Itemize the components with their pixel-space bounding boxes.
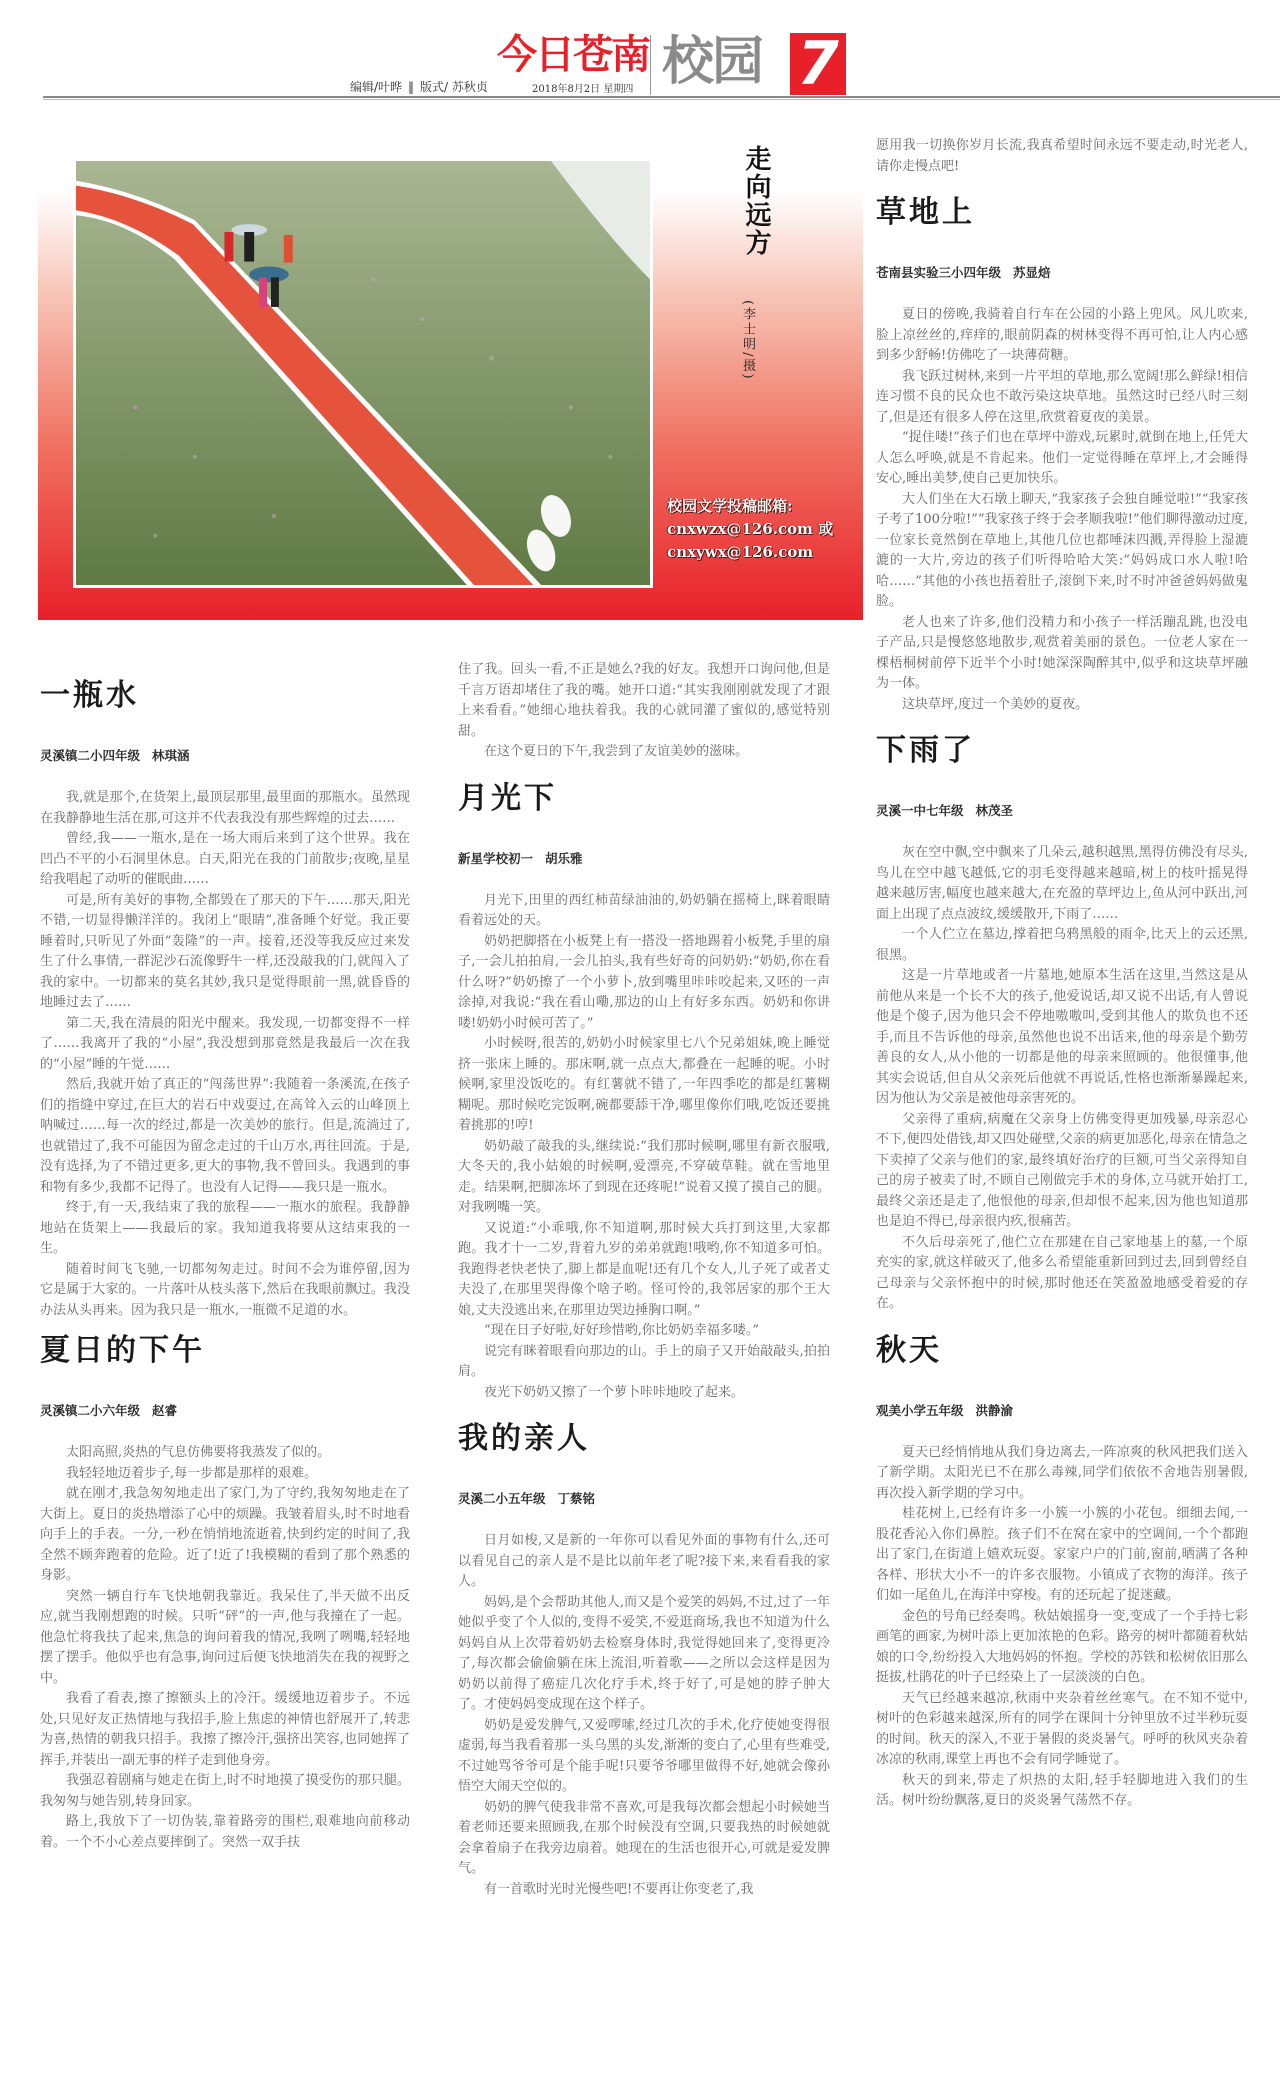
layout-credit: 版式/ 苏秋贞 [420,80,488,94]
paragraph: 愿用我一切换你岁月长流,我真希望时间永远不要走动,时光老人,请你走慢点吧! [876,138,1248,174]
paragraph: 我看了看表,擦了擦额头上的冷汗。缓缓地迈着步子。不远处,只见好友正热情地与我招手,脸上焦虑的神情也舒展开了,转悲为喜,热情的朝我只招手。我擦了擦冷汗,强挤出笑容,也同她挥了挥手,并装出一副无事的样子走到他身旁。 [40,1691,410,1768]
byline-school: 灵溪镇二小四年级 [40,748,141,763]
paragraph: 月光下,田里的西红柿苗绿油油的,奶奶躺在摇椅上,眯着眼睛看着远处的天。 [458,892,830,928]
article-wodeqinren [458,1419,830,1900]
paragraph: 路上,我放下了一切伪装,靠着路旁的围栏,艰难地向前移动着。一个不小心差点要摔倒了。突然一双手扶 [40,1814,410,1850]
paragraph: 曾经,我——一瓶水,是在一场大雨后来到了这个世界。我在凹凸不平的小石洞里休息。白天,阳光在我的门前散步;夜晚,星星给我唱起了动听的催眠曲…… [40,831,410,887]
paragraph: 桂花树上,已经有许多一小簇一小簇的小花包。细细去闻,一股花香沁入你们鼻腔。孩子们不在窝在家中的空调间,一个个都跑出了家门,在街道上嬉欢玩耍。家家户户的门前,窗前,晒满了各种各样、形状大小不一的许多衣服物。小镇成了衣物的海洋。孩子们如一尾鱼儿,在海洋中穿梭。有的还玩起了捉迷藏。 [876,1506,1248,1603]
paragraph: 随着时间飞飞驰,一切都匆匆走过。时间不会为谁停留,因为它是属于大家的。一片落叶从枝头落下,然后在我眼前飘过。我没办法从头再来。因为我只是一瓶水,一瓶微不足道的水。 [40,1261,410,1318]
column-middle [458,660,830,1900]
byline-author: 林琪涵 [152,748,190,763]
paragraph: 突然一辆自行车飞快地朝我靠近。我呆住了,半天做不出反应,就当我刚想跑的时候。只听“砰”的一声,他与我撞在了一起。他急忙将我扶了起来,焦急的询问着我的情况,我咧了咧嘴,轻轻地摆了摆手。他似乎也有急事,询问过后便飞快地消失在我的视野之中。 [40,1588,410,1686]
paragraph: 太阳高照,炎热的气息仿佛要将我蒸发了似的。 [66,1445,331,1460]
paragraph: 可是,所有美好的事物,全都毁在了那天的下午……那天,阳光不错,一切显得懒洋洋的。我闭上“眼睛”,准备睡个好觉。我正要睡着时,只听见了外面“轰隆”的一声。接着,还没等我反应过来发生了什么事情,一群泥沙石流像野牛一样,还没敲我的门,就闯入了我的家中。一切都来的莫名其妙,我只是觉得眼前一黑,就昏昏的地睡过去了…… [40,892,410,1010]
byline-school: 观美小学五年级 [876,1402,964,1418]
page-number-badge: 7 [790,33,846,95]
paragraph: 不久后母亲死了,他伫立在那建在自己家地基上的墓,一个原充实的家,就这样破灭了,他多么希望能重新回到过去,回到曾经自己母亲与父亲怀抱中的时候,那时他还在笑盈盈地感受着爱的存在。 [876,1234,1248,1311]
byline-author: 丁蔡铭 [557,1491,596,1506]
article-xiayule [876,731,1248,1315]
byline-author: 林茂圣 [975,803,1014,818]
masthead-rule [43,96,1280,100]
article-title: 草地上 [876,195,975,230]
section-name: 校园 [662,32,763,92]
article-caodishang [876,193,1248,715]
hero-photo [73,158,653,588]
paragraph: 妈妈,是个会帮助其他人,而又是个爱笑的妈妈,不过,过了一年她似乎变了个人似的,变得不爱笑,不爱逛商场,我也不知道为什么妈妈自从上次带着奶奶去检察身体时,我觉得她回来了,变得更冷了,每次都会偷偷躺在床上流泪,听着歌——之所以会这样是因为奶奶以前得了癌症几次化疗手术,终于好了,可是她的脖子肿大了。才使妈妈变成现在这个样子。 [458,1594,830,1712]
byline-school: 灵溪一中七年级 [876,803,964,818]
contact-email-2[interactable]: cnxywx@126.com [667,543,814,561]
byline-author: 赵睿 [152,1403,178,1418]
paragraph: 一个人伫立在墓边,撑着把乌鸦黑般的雨伞,比天上的云还黑,很黑。 [876,927,1248,963]
paragraph: 又说道:“小乖哦,你不知道啊,那时候大兵打到这里,大家都跑。我才十一二岁,背着九岁的弟弟就跑!哦哟,你不知道多可怕。我跑得老快老快了,脚上都是血呢!还有几个女人,儿子死了或者丈夫没了,在那里哭得像个啥子哟。怪可怜的,我邻居家的那个王大娘,丈夫没逃出来,在那里边哭边捶胸口啊。” [458,1220,830,1318]
article-byline [40,746,410,766]
article-title: 一瓶水 [40,678,139,713]
article-continuation-wodeqinren [876,136,1248,177]
paragraph: 这块草坪,度过一个美妙的夏夜。 [902,696,1089,712]
article-qiutian [876,1331,1248,1812]
article-yipingshui [40,676,410,1321]
byline-school: 新星学校初一 [458,850,534,866]
submission-contact [667,495,833,564]
paragraph: 这是一片草地或者一片墓地,她原本生活在这里,当然这是从前他从来是一个长不大的孩子,他爱说话,却又说不出话,有人曾说他是个傻子,因为他只会不停地嗷嗷叫,受到其他人的欺负也不还手,而且不告诉他的母亲,虽然他也说不出话来,他的母亲是个勤劳善良的女人,从小他的一切都是他的母亲来照顾的。他很懂事,他其实会说话,但自从父亲死后他就不再说话,性格也渐渐暴躁起来,因为他认为父亲是被他母亲害死的。 [876,968,1248,1106]
contact-label: 校园文学投稿邮箱: [667,497,793,515]
credit-separator: ‖ [408,80,415,94]
editor-credit: 编辑/叶晔 [350,80,403,94]
article-byline [876,263,1248,283]
masthead-credits [350,78,494,95]
article-title: 夏日的下午 [40,1333,205,1368]
paragraph: 夏日的傍晚,我骑着自行车在公园的小路上兜风。风儿吹来,脸上凉丝丝的,痒痒的,眼前阴森的树林变得不再可怕,让人内心感到多少舒畅!仿佛吃了一块薄荷糖。 [876,307,1248,363]
paragraph: “捉住喽!”孩子们也在草坪中游戏,玩累时,就倒在地上,任凭大人怎么呼唤,就是不肯起来。他们一定觉得睡在草坪上,才会睡得安心,睡出美梦,使自己更加快乐。 [876,430,1248,486]
byline-author: 苏显焙 [1013,265,1051,280]
paragraph: 我飞跃过树林,来到一片平坦的草地,那么宽阔!那么鲜绿!相信连习惯不良的民众也不敢污染这块草地。虽然这时已经八时三刻了,但是还有很多人停在这里,欣赏着夏夜的美景。 [876,368,1248,425]
byline-author: 洪静渝 [975,1402,1014,1418]
article-title: 下雨了 [876,733,975,768]
column-right [876,136,1248,1812]
paragraph: 灰在空中飘,空中飘来了几朵云,越积越黑,黑得仿佛没有尽头,鸟儿在空中越飞越低,它的羽毛变得越来越暗,树上的枝叶摇晃得越来越厉害,幅度也越来越大,在充盈的草坪边上,鱼从河中跃出,河面上出现了点点波纹,缓缓散开,下雨了…… [876,845,1248,922]
article-yueguangxia [458,779,830,1404]
masthead [0,0,1280,100]
article-byline [876,801,1248,821]
contact-or: 或 [818,520,834,538]
byline-school: 苍南县实验三小四年级 [876,265,1002,280]
photo-illustration [76,161,650,585]
masthead-divider [650,35,651,95]
paragraph: 金色的号角已经奏鸣。秋姑娘摇身一变,变成了一个手持七彩画笔的画家,为树叶添上更加浓艳的色彩。路旁的树叶都随着秋姑娘的口令,纷纷投入大地妈妈的怀抱。学校的苏铁和松树依旧那么挺拔,杜鹃花的叶子已经染上了一层淡淡的白色。 [876,1608,1248,1685]
article-title: 月光下 [458,780,557,816]
byline-author: 胡乐雅 [545,850,583,866]
article-xiarixiawu [40,1331,410,1853]
paragraph: 说完有眯着眼看向那边的山。手上的扇子又开始敲敲头,拍拍肩。 [458,1343,830,1379]
paragraph: 就在刚才,我急匆匆地走出了家门,为了守约,我匆匆地走在了大街上。夏日的炎热增添了心中的烦躁。我皱着眉头,时不时地看向手上的手表。一分,一秒在悄悄地流逝着,快到约定的时间了,我全然不顾奔跑着的危险。近了!近了!我模糊的看到了那个熟悉的身影。 [40,1486,410,1583]
article-byline [458,849,830,869]
paragraph: 秋天的到来,带走了炽热的太阳,轻手轻脚地进入我们的生活。树叶纷纷飘落,夏日的炎炎暑气荡然不存。 [876,1772,1248,1808]
article-byline [458,1489,830,1509]
paragraph: 小时候呀,很苦的,奶奶小时候家里七八个兄弟姐妹,晚上睡觉挤一张床上睡的。那床啊,就一点点大,都叠在一起睡的呢。小时候啊,家里没饭吃的。有红薯就不错了,一年四季吃的都是红薯糊糊呢。那时候吃完饭啊,碗都要舔干净,哪里像你们哦,吃饭还要挑着挑那的!哼! [458,1036,830,1133]
article-byline [40,1401,410,1421]
hero-title: 走向远方 [741,145,771,257]
article-byline [876,1401,1248,1421]
paragraph: “现在日子好啦,好好珍惜哟,你比奶奶幸福多喽。” [484,1323,760,1338]
byline-school: 灵溪二小五年级 [458,1491,546,1506]
photo-credit: (李士明/摄) [740,300,755,381]
paragraph: 夜光下奶奶又擦了一个萝卜咔咔地咬了起来。 [484,1384,745,1400]
paragraph: 奶奶是爱发脾气,又爱啰嗦,经过几次的手术,化疗使她变得很虚弱,每当我看着那一头乌黑的头发,渐渐的变白了,心里有些难受,不过她骂爷爷可是个能手呢!只要爷爷哪里做得不好,她就会像孙悟空大闹天空似的。 [458,1717,830,1794]
column-left [40,676,410,1853]
paragraph: 我轻轻地迈着步子,每一步都是那样的艰难。 [66,1465,318,1481]
paragraph: 日月如梭,又是新的一年你可以看见外面的事物有什么,还可以看见自己的亲人是不是比以前年老了呢?接下来,来看看我的家人。 [458,1533,830,1589]
article-continuation-xiarixiawu [458,660,830,763]
paragraph: 终于,有一天,我结束了我的旅程——一瓶水的旅程。我静静地站在货架上——我最后的家。我知道我将要从这结束我的一生。 [40,1200,410,1256]
paragraph: 住了我。回头一看,不正是她么?我的好友。我想开口询问他,但是千言万语却堵住了我的嘴。她开口道:“其实我刚刚就发现了才跟上来看看。”她细心地扶着我。我的心就同灌了蜜似的,感觉特别甜。 [458,662,830,739]
paragraph: 在这个夏日的下午,我尝到了友谊美妙的滋味。 [484,744,749,759]
paragraph: 第二天,我在清晨的阳光中醒来。我发现,一切都变得不一样了……我离开了我的“小屋”,我没想到那竟然是我最后一次在我的“小屋”睡的午觉…… [40,1015,410,1072]
article-title: 我的亲人 [458,1421,590,1456]
paragraph: 大人们坐在大石墩上聊天,“我家孩子会独自睡觉啦!”“我家孩子考了100分啦!”“我家孩子终于会孝顺我啦!”他们聊得激动过度,一位家长竟然倒在草地上,其他几位也都唾沫四溅,弄得脸上湿漉漉的一大片,旁边的孩子们听得哈哈大笑:“妈妈成口水人啦!哈哈……”其他的小孩也捂着肚子,滚倒下来,时不时冲爸爸妈妈做鬼脸。 [876,491,1248,609]
paragraph: 我,就是那个,在货架上,最顶层那里,最里面的那瓶水。虽然现在我静静地生活在那,可这并不代表我没有那些辉煌的过去…… [40,790,410,826]
paragraph: 奶奶把脚搭在小板凳上有一搭没一搭地踢着小板凳,手里的扇子,一会儿拍拍肩,一会儿拍头,我有些好奇的问奶奶:“奶奶,你在看什么呀?”奶奶擦了一个小萝卜,放到嘴里咔咔咬起来,又呸的一声涂掉,对我说:“我在看山嘞,那边的山上有好多东西。奶奶和你讲喽!奶奶小时候可苦了。” [458,933,830,1031]
article-title: 秋天 [876,1332,942,1368]
contact-email-1[interactable]: cnxwzx@126.com [667,520,813,538]
paragraph: 老人也来了许多,他们没精力和小孩子一样活蹦乱跳,也没电子产品,只是慢悠悠地散步,观赏着美丽的景色。一位老人家在一棵梧桐树前停下近半个小时!她深深陶醉其中,似乎和这块草坪融为一体。 [876,614,1248,691]
paragraph: 奶奶敲了敲我的头,继续说:“我们那时候啊,哪里有新衣服哦,大冬天的,我小姑娘的时候啊,爱漂亮,不穿破草鞋。就在雪地里走。结果啊,把脚冻坏了到现在还疼呢!”说着又摸了摸自己的腿。对我咧嘴一笑。 [458,1138,830,1215]
paragraph: 有一首歌时光时光慢些吧!不要再让你变老了,我 [484,1881,754,1897]
newspaper-brand: 今日苍南 [497,32,649,78]
paragraph: 奶奶的脾气使我非常不喜欢,可是我每次都会想起小时候她当着老师还要来照顾我,在那个时候没有空调,只要我热的时候她就会拿着扇子在我旁边扇着。她现在的生活也很开心,可就是爱发脾气。 [458,1799,830,1876]
paragraph: 我强忍着剧痛与她走在街上,时不时地摸了摸受伤的那只腿。我匆匆与她告别,转身回家。 [40,1773,410,1809]
paragraph: 夏天已经悄悄地从我们身边离去,一阵凉爽的秋风把我们送入了新学期。太阳光已不在那么毒辣,同学们依依不舍地告别暑假,再次投入新学期的学习中。 [876,1444,1248,1501]
paragraph: 父亲得了重病,病魔在父亲身上仿佛变得更加残暴,母亲忍心不下,便四处借钱,却又四处碰壁,父亲的病更加恶化,母亲在情急之下卖掉了父亲与他们的家,最终填好治疗的巨额,可当父亲得知自己的房子被卖了时,不顾自己刚做完手术的身体,立马就开始打工,最终父亲还是走了,他恨他的母亲,但却恨不起来,因为他也知道那也是迫不得已,母亲很内疚,很痛苦。 [876,1111,1248,1229]
issue-date: 2018年8月2日 星期四 [532,84,634,95]
paragraph: 天气已经越来越凉,秋雨中夹杂着丝丝寒气。在不知不觉中,树叶的色彩越来越深,所有的同学在课间十分钟里放不过半秒玩耍的时间。秋天的深入,不亚于暑假的炎炎暑气。呼呼的秋风夹杂着冰凉的秋雨,课堂上再也不会有同学睡觉了。 [876,1690,1248,1767]
byline-school: 灵溪镇二小六年级 [40,1403,141,1418]
paragraph: 然后,我就开始了真正的“闯荡世界”:我随着一条溪流,在孩子们的指缝中穿过,在巨大的岩石中戏耍过,在高耸入云的山峰顶上呐喊过……每一次的经过,都是一次美妙的旅行。但是,流淌过了,也就错过了,我不可能因为留念走过的千山万水,再往回流。于是,没有选择,为了不错过更多,更大的事物,我不曾回头。我遇到的事和物有多少,我都不记得了。也没有人记得——我只是一瓶水。 [40,1077,410,1195]
